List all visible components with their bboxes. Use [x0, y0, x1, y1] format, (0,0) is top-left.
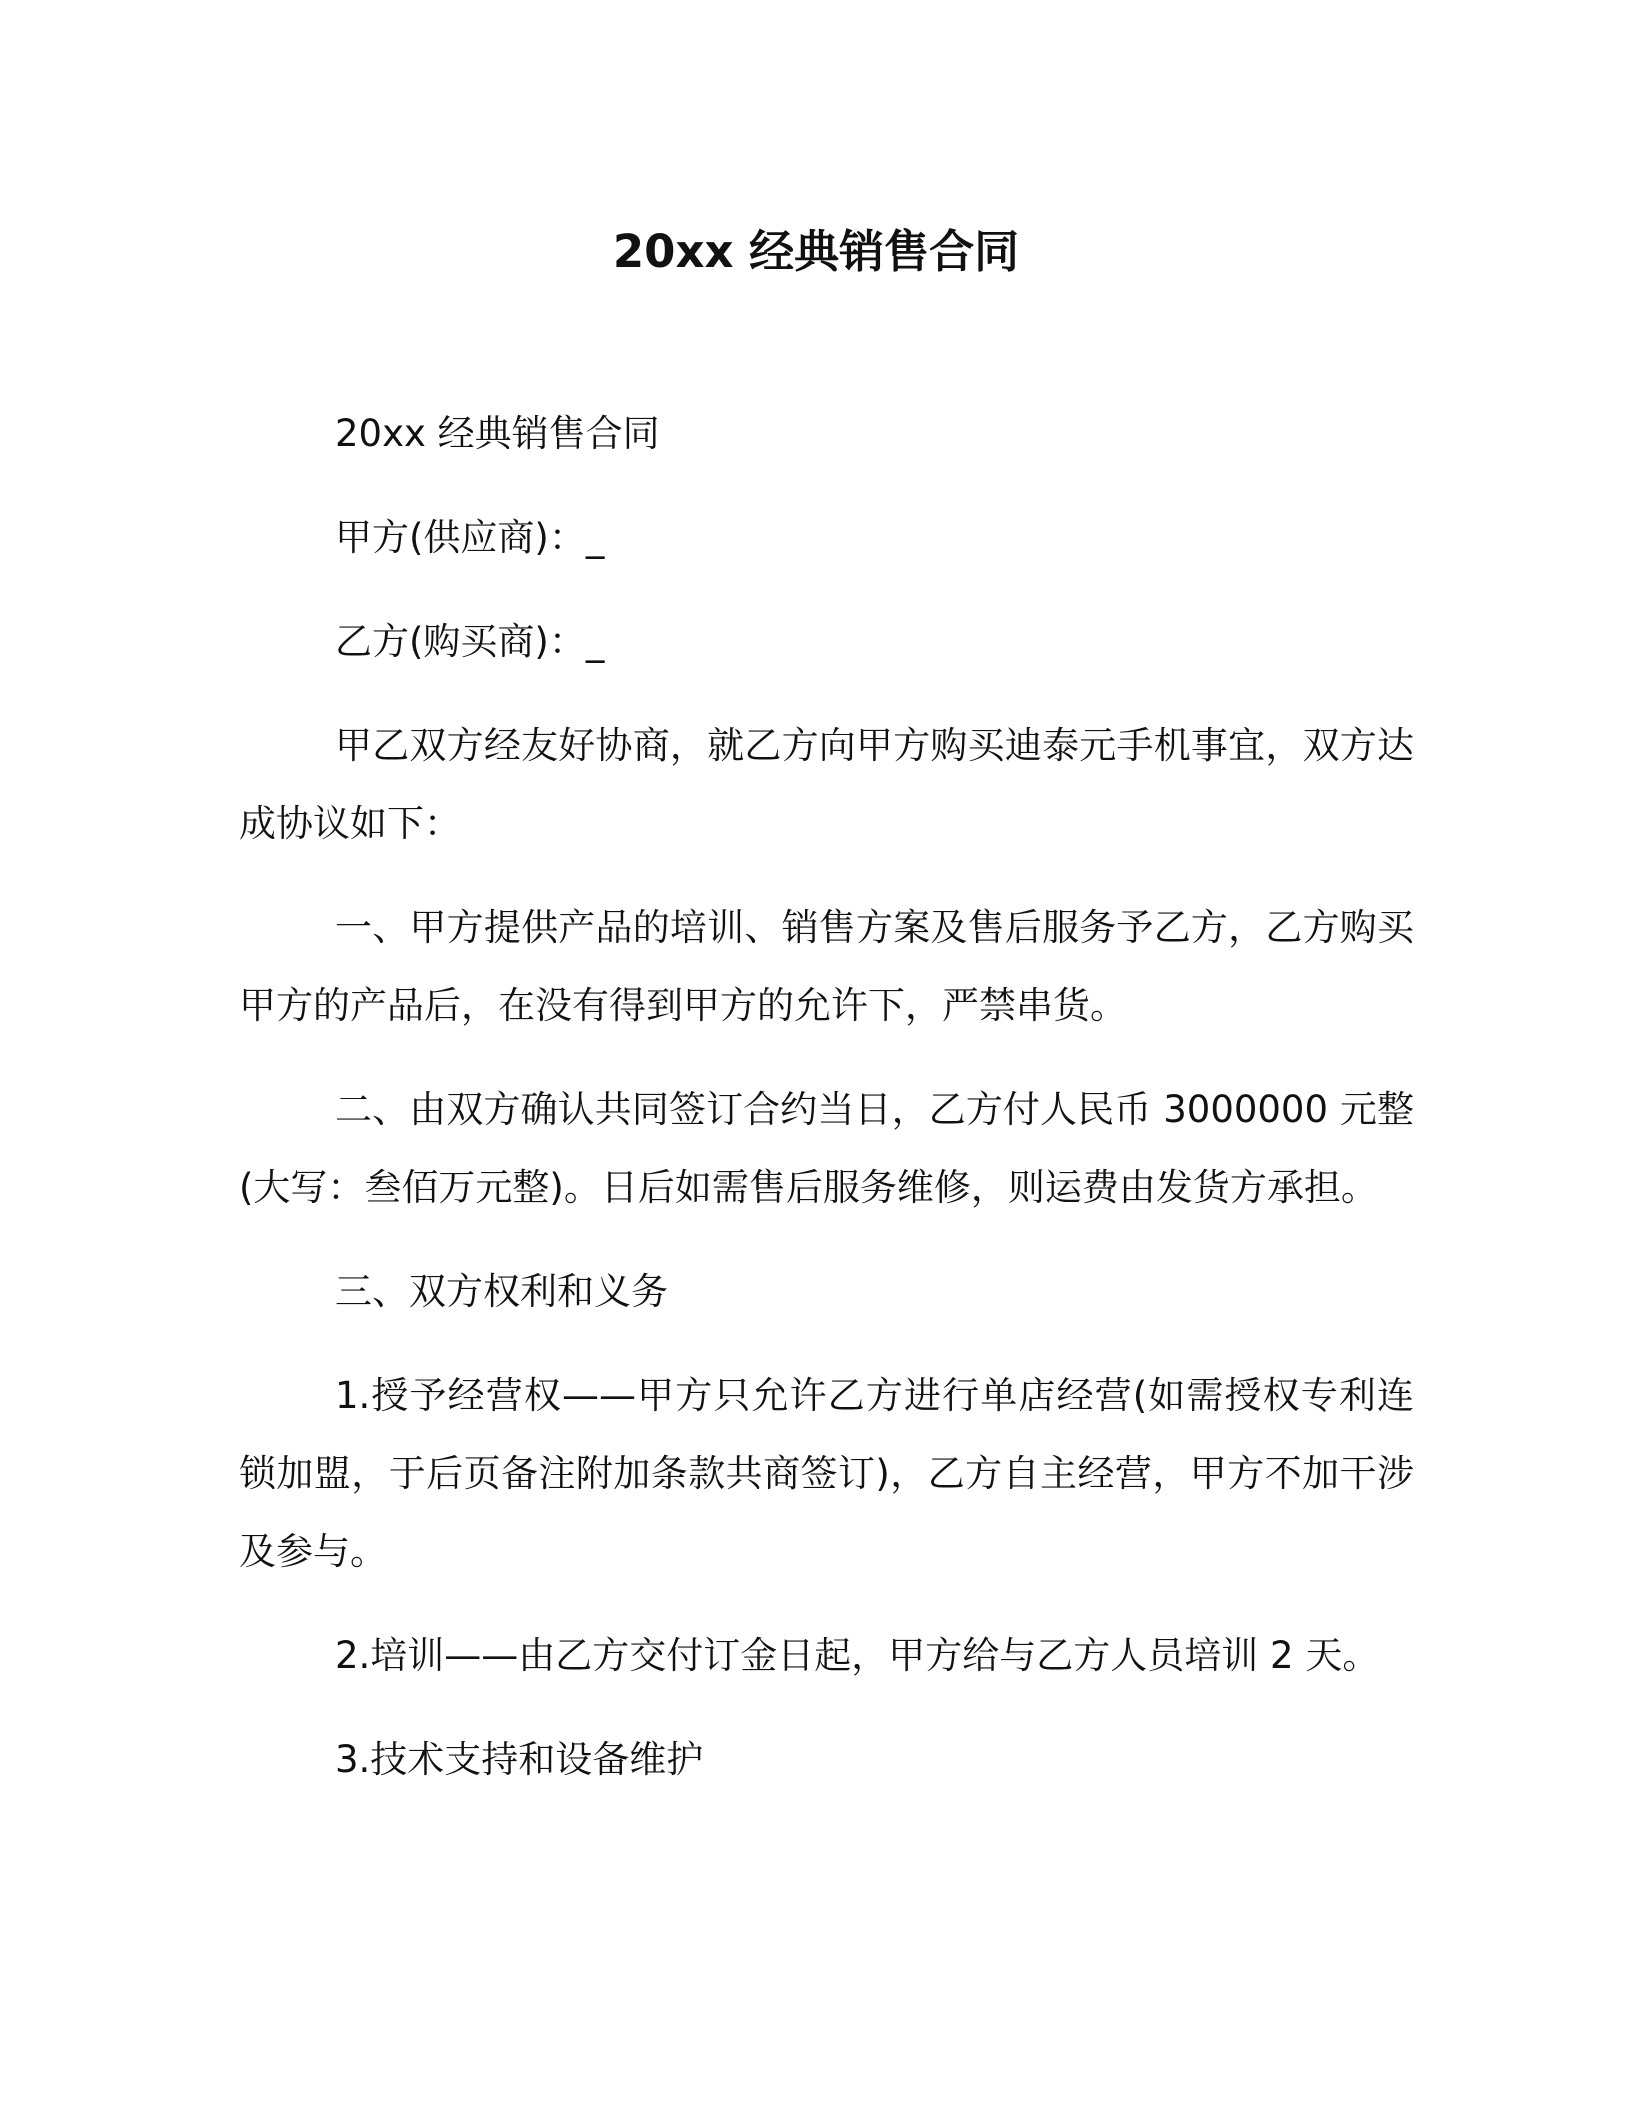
clause-2: 二、由双方确认共同签订合约当日，乙方付人民币 3000000 元整(大写：叁佰万元整)。日后如需售后服务维修，则运费由发货方承担。 — [239, 1088, 1414, 1209]
contract-heading-line: 20xx 经典销售合同 — [335, 412, 660, 455]
party-a-line: 甲方(供应商)：_ — [335, 516, 605, 559]
clause-1: 一、甲方提供产品的培训、销售方案及售后服务予乙方，乙方购买甲方的产品后，在没有得到甲方的允许下，严禁串货。 — [239, 906, 1414, 1027]
document-title: 20xx 经典销售合同 — [612, 225, 1020, 278]
clause-3-heading: 三、双方权利和义务 — [335, 1270, 668, 1313]
document-body — [239, 395, 1414, 1825]
clause-3-2: 2.培训——由乙方交付订金日起，甲方给与乙方人员培训 2 天。 — [335, 1634, 1380, 1677]
agreement-intro: 甲乙双方经友好协商，就乙方向甲方购买迪泰元手机事宜，双方达成协议如下： — [239, 724, 1414, 845]
clause-3-3: 3.技术支持和设备维护 — [335, 1738, 704, 1781]
clause-3-1: 1.授予经营权——甲方只允许乙方进行单店经营(如需授权专利连锁加盟，于后页备注附加条款共商签订)，乙方自主经营，甲方不加干涉及参与。 — [239, 1374, 1414, 1573]
party-b-line: 乙方(购买商)：_ — [335, 620, 605, 663]
